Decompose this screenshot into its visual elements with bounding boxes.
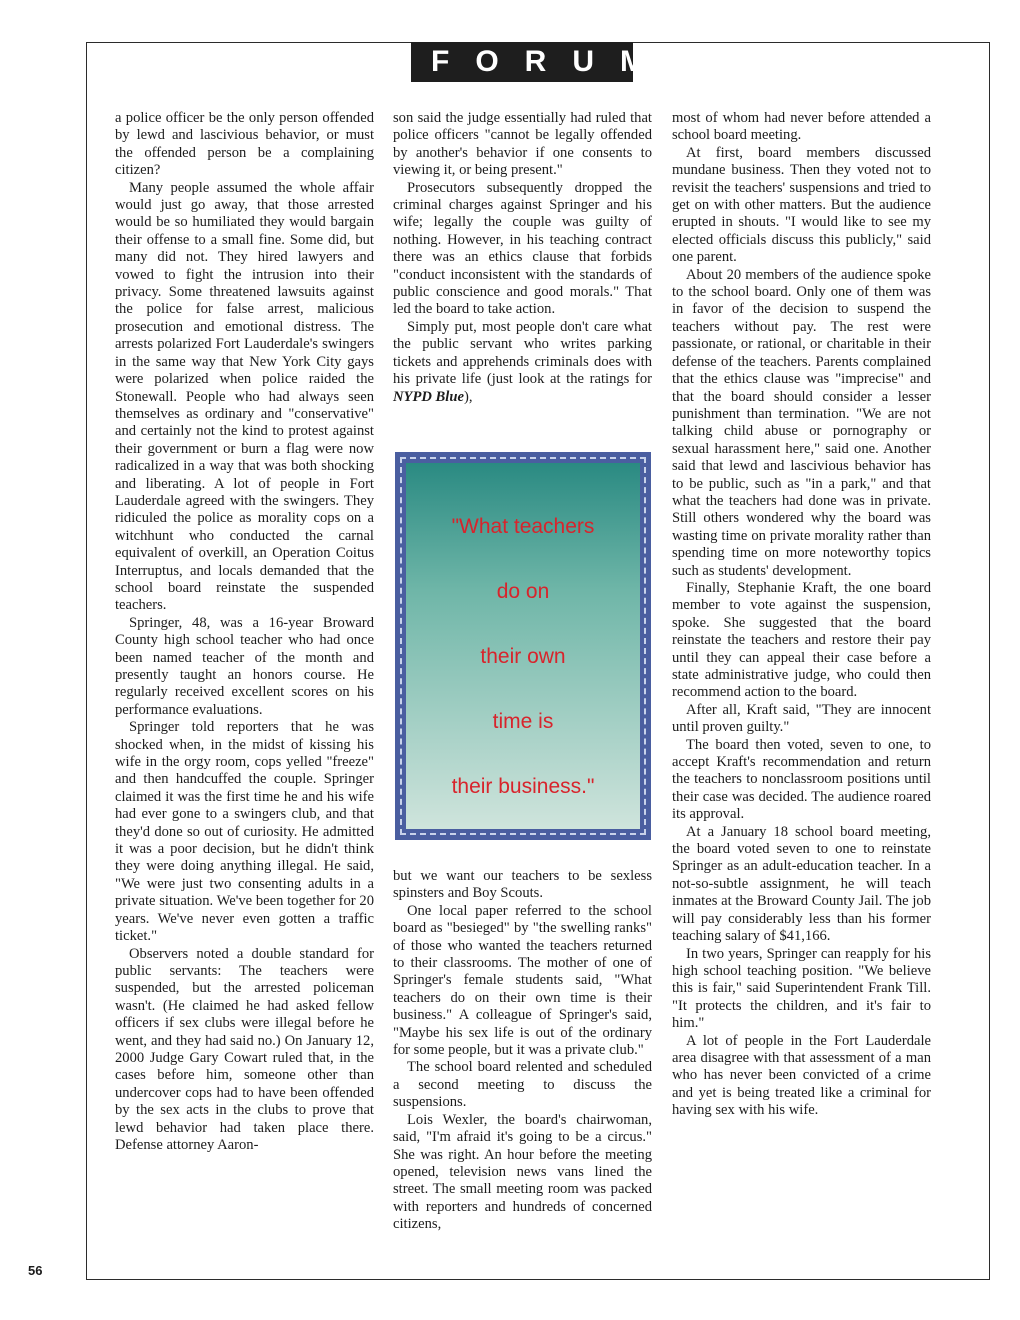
pull-quote-box: [395, 452, 651, 840]
pull-quote-line: "What teachers: [451, 515, 595, 538]
pull-quote-line: do on: [496, 580, 550, 603]
article-column-3: [672, 110, 931, 1120]
paragraph: At first, board members discussed mundane business. Then they voted not to revisit the teachers' suspensions and tried to get on with other matters. But the audience erupted in shouts. "I would like to see my elected officials discuss this publicly," said one parent.: [672, 144, 931, 266]
paragraph: At a January 18 school board meeting, the board voted seven to one to reinstate Springer as an adult-education teacher. In a not-so-subtle assignment, he will teach inmates at the Broward County Jail. The job will pay considerably less than his former teaching salary of $41,166.: [672, 823, 931, 945]
pull-quote-line: their business.": [451, 775, 595, 798]
paragraph: About 20 members of the audience spoke to the school board. Only one of them was in favor of the decision to suspend the teachers without pay. The rest were passionate, or rational, or charitable in their defense of the teachers. Parents complained that the ethics clause was "imprecise" and that the board should consider a lesser punishment than termination. "We are not talking child abuse or pornography or sexual harassment here," said one. Another said that lewd and lascivious behavior has to be public, such as "in a park," and that what the teachers had done was in private. Still others wondered why the board was wasting time on private morality rather than spending time on more noteworthy topics such as students' development.: [672, 266, 931, 579]
paragraph: [393, 319, 652, 406]
article-column-1: [115, 110, 374, 1154]
pull-quote-line: their own: [480, 645, 566, 668]
tv-show-title: NYPD Blue: [393, 388, 464, 405]
paragraph: Lois Wexler, the board's chairwoman, said, "I'm afraid it's going to be a circus." She was right. An hour before the meeting opened, television news vans lined the street. The small meeting room was packed with reporters and hundreds of concerned citizens,: [393, 1111, 652, 1233]
article-column-2-top: [393, 110, 652, 406]
paragraph-text: Simply put, most people don't care what the public servant who writes parking tickets and apprehends criminals does with his private life (just look at the ratings for: [393, 318, 652, 388]
paragraph: but we want our teachers to be sexless spinsters and Boy Scouts.: [393, 868, 652, 902]
paragraph: One local paper referred to the school board as "besieged" by "the swelling ranks" of those who wanted the teachers returned to their classrooms. The mother of one of Springer's female students said, "What teachers do on their own time is their business." A colleague of Springer's said, "Maybe his sex life is out of the ordinary for some people, but it was a private club.": [393, 902, 652, 1059]
paragraph: In two years, Springer can reapply for his high school teaching position. "We believe this is fair," said Superintendent Frank Till. "It protects the children, and it's fair to him.": [672, 945, 931, 1032]
paragraph: Springer, 48, was a 16-year Broward County high school teacher who had once been named teacher of the month and presently taught an honors course. He regularly received excellent scores on his performance evaluations.: [115, 614, 374, 718]
paragraph: Finally, Stephanie Kraft, the one board member to vote against the suspension, spoke. She suggested that the board reinstate the teachers and restore their pay until they can appeal their case before a state administrative judge, who could then recommend action to the board.: [672, 579, 931, 701]
paragraph: Many people assumed the whole affair would just go away, that those arrested would be so humiliated they would bargain their offense to a small fine. Some did, but many did not. They hired lawyers and vowed to fight the intrusion into their privacy. Some threatened lawsuits against the police for false arrest, malicious prosecution and emotional distress. The arrests polarized Fort Lauderdale's swingers in the same way that New York City gays were polarized when police raided the Stonewall. People who had always seen themselves as ordinary and "conservative" and certainly not the kind to protest against their government or burn a flag were now radicalized in a way that was both shocking and liberating. A lot of people in Fort Lauderdale agreed with the swingers. They ridiculed the police as morality cops on a witchhunt who conducted the carnal equivalent of overkill, an Operation Coitus Interruptus, and locals demanded that the school board reinstate the suspended teachers.: [115, 179, 374, 614]
paragraph: The board then voted, seven to one, to accept Kraft's recommendation and return the teachers to nonclassroom positions until their case was decided. The audience roared its approval.: [672, 736, 931, 823]
paragraph: The school board relented and scheduled a second meeting to discuss the suspensions.: [393, 1059, 652, 1111]
page-number: 56: [28, 1263, 43, 1278]
paragraph-text: ),: [463, 388, 473, 405]
section-banner: FORUM: [411, 42, 633, 82]
article-column-2-bottom: [393, 868, 652, 1234]
paragraph: son said the judge essentially had ruled that police officers "cannot be legally offended by another's behavior if one consents to viewing it, or being present.": [393, 110, 652, 179]
paragraph: Observers noted a double standard for public servants: The teachers were suspended, but the arrested policeman wasn't. (He claimed he had asked fellow officers if sex clubs were illegal before he went, and they had said no.) On January 12, 2000 Judge Gary Cowart ruled that, in the cases before him, someone other than undercover cops had to have been offended by the sex acts in the clubs to prove that lewd behavior had taken place there. Defense attorney Aaron-: [115, 945, 374, 1153]
paragraph: After all, Kraft said, "They are innocent until proven guilty.": [672, 701, 931, 736]
paragraph: Springer told reporters that he was shocked when, in the midst of kissing his wife in the orgy room, cops yelled "freeze" and then handcuffed the couple. Springer claimed it was the first time he and his wife had ever gone to a swingers club, and that they'd done so out of curiosity. He admitted it was a poor decision, but he didn't think they were doing anything illegal. He said, "We were just two consenting adults in a private situation. We've been together for 20 years. We've never even gotten a traffic ticket.": [115, 719, 374, 945]
paragraph: most of whom had never before attended a school board meeting.: [672, 110, 931, 144]
pull-quote-line: time is: [492, 710, 554, 733]
paragraph: A lot of people in the Fort Lauderdale area disagree with that assessment of a man who has never been convicted of a crime and yet is being treated like a criminal for having sex with his wife.: [672, 1032, 931, 1119]
paragraph: a police officer be the only person offended by lewd and lascivious behavior, or must the offended person be a complaining citizen?: [115, 110, 374, 179]
pull-quote-text: [406, 515, 640, 840]
paragraph: Prosecutors subsequently dropped the criminal charges against Springer and his wife; legally the couple was guilty of nothing. However, in his teaching contract there was an ethics clause that forbids "conduct inconsistent with the standards of public conscience and good morals." That led the board to take action.: [393, 179, 652, 318]
